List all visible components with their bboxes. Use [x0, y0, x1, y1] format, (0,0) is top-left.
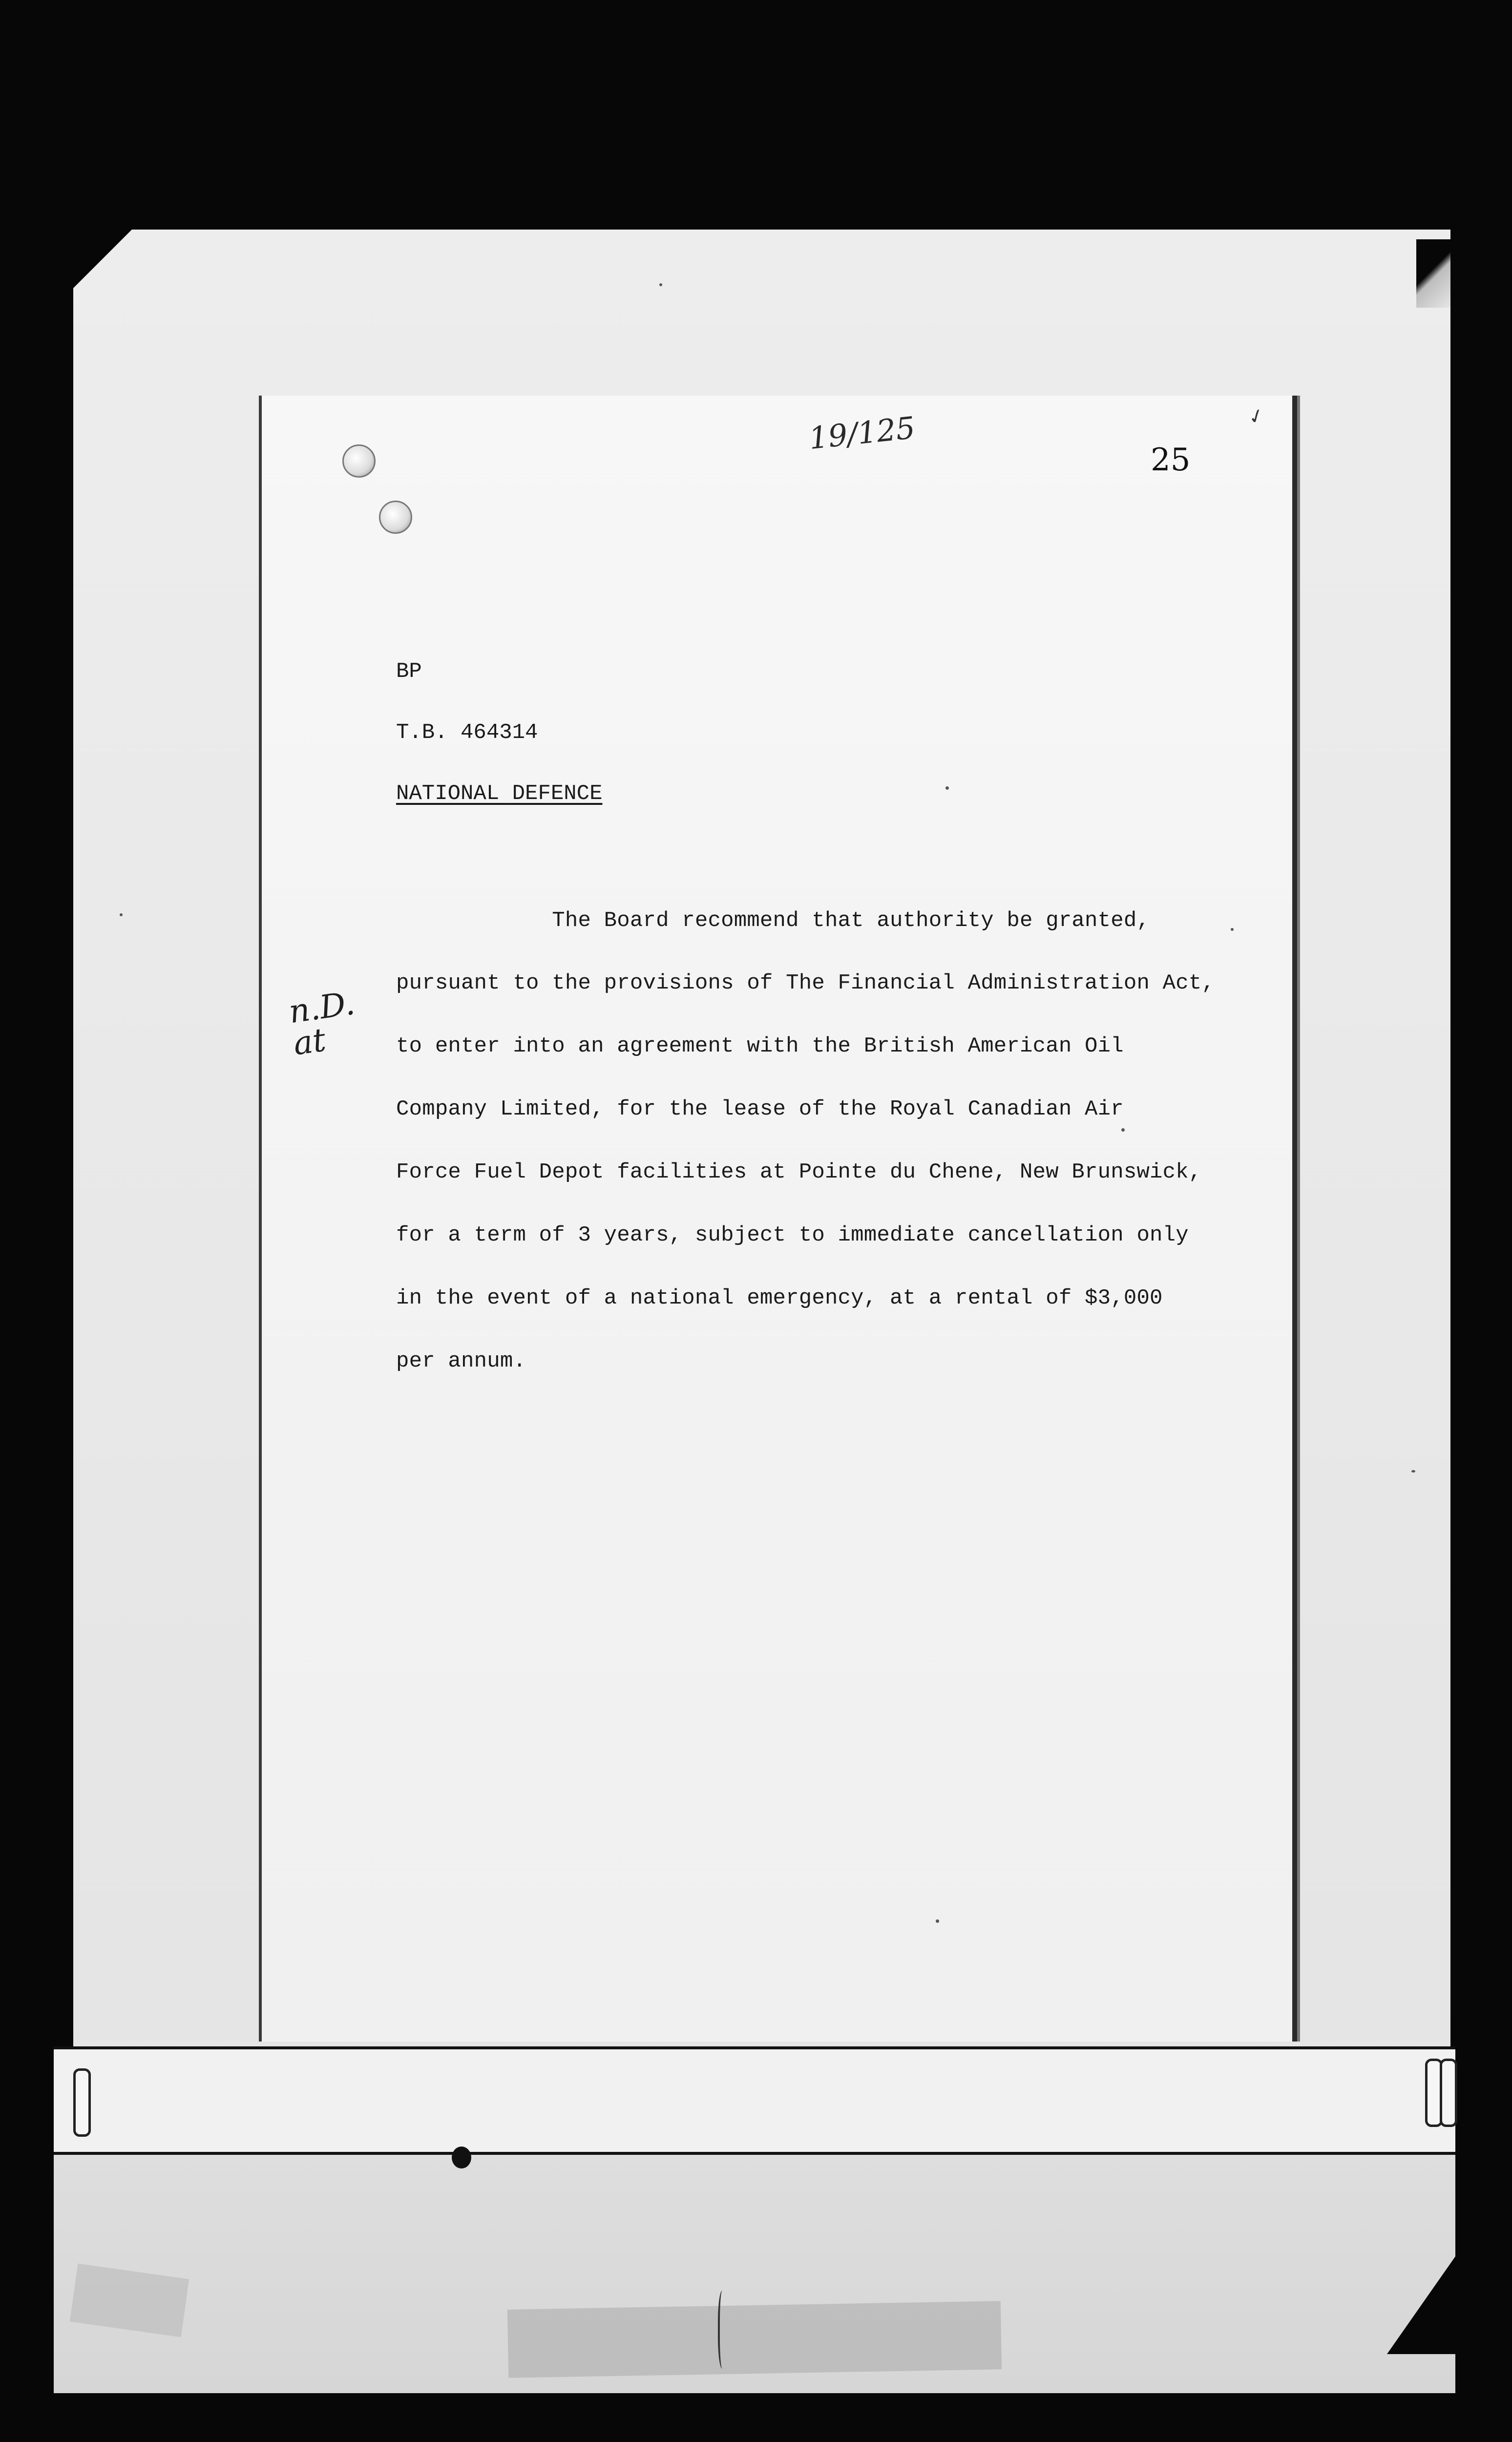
dust-speck	[659, 283, 662, 286]
body-line: The Board recommend that authority be granted,	[396, 908, 1150, 933]
header-reference: T.B. 464314	[396, 720, 538, 745]
document-title: NATIONAL DEFENCE	[396, 781, 603, 806]
ink-blot	[452, 2147, 471, 2168]
pencil-note: 19/125	[807, 409, 917, 457]
dust-speck	[120, 913, 123, 916]
body-line: pursuant to the provisions of The Financial Administration Act,	[396, 971, 1215, 995]
typed-sheet	[259, 396, 1297, 2042]
dust-speck	[1411, 1470, 1415, 1473]
body-line: to enter into an agreement with the British American Oil	[396, 1034, 1124, 1058]
binder-band	[54, 2046, 1455, 2155]
dust-speck	[1231, 928, 1234, 931]
punch-hole	[379, 501, 412, 534]
board-corner-fold	[73, 230, 132, 288]
binder-clip-icon	[1440, 2059, 1457, 2127]
body-line: Force Fuel Depot facilities at Pointe du Chene, New Brunswick,	[396, 1160, 1202, 1184]
board-corner-tear	[1416, 239, 1450, 308]
paper-crease	[718, 2291, 729, 2369]
binder-clip-icon	[73, 2068, 91, 2137]
body-line: in the event of a national emergency, at a rental of $3,000	[396, 1286, 1163, 1310]
body-line: for a term of 3 years, subject to immediate cancellation only	[396, 1223, 1189, 1247]
header-initials: BP	[396, 659, 422, 684]
page-number: 25	[1151, 442, 1191, 478]
dust-speck	[1121, 1128, 1125, 1132]
dust-speck	[936, 1919, 939, 1923]
check-mark-icon: ✓	[1245, 403, 1268, 430]
punch-hole	[342, 444, 376, 478]
tape-strip	[507, 2301, 1002, 2378]
margin-annotation: n.D. at	[286, 984, 357, 1063]
dust-speck	[945, 786, 949, 790]
body-line: per annum.	[396, 1349, 526, 1373]
body-line: Company Limited, for the lease of the Royal Canadian Air	[396, 1097, 1124, 1121]
lower-corner	[1387, 2256, 1455, 2354]
